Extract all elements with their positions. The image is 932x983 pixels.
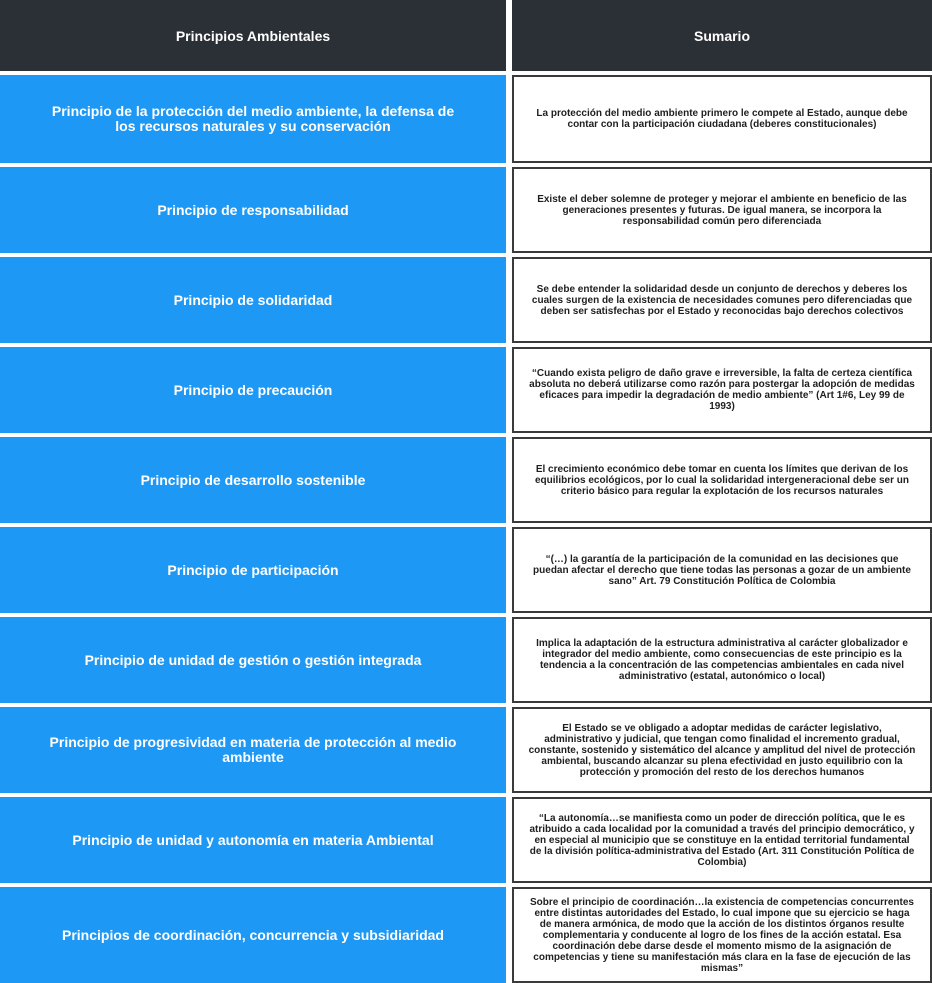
principle-cell [0, 707, 506, 793]
principle-label: Principio de progresividad en materia de protección al medio ambiente [49, 734, 457, 765]
principle-cell [0, 617, 506, 703]
summary-text: El crecimiento económico debe tomar en cuenta los límites que derivan de los equilibrios ecológicos, por lo cual la solidaridad intergeneracional debe ser un criterio básico para regular la explotación de los recursos naturales [535, 463, 909, 497]
summary-cell [512, 437, 932, 523]
principle-label: Principio de responsabilidad [157, 201, 349, 218]
summary-cell [512, 887, 932, 983]
summary-cell [512, 527, 932, 613]
summary-text: Implica la adaptación de la estructura administrativa al carácter globalizador e integrador del medio ambiente, como consecuencias de este principio es la tendencia a la concentración de las competencias ambientales en cada nivel administrativo (estatal, autonómico o local) [536, 638, 908, 682]
summary-text: “(…) la garantía de la participación de la comunidad en las decisiones que puedan afectar el derecho que tiene todas las personas a gozar de un ambiente sano” Art. 79 Constitución Política de Colombia [533, 553, 911, 587]
header-principios-label: Principios Ambientales [175, 27, 331, 44]
principle-label: Principio de participación [167, 561, 339, 578]
summary-cell [512, 617, 932, 703]
summary-cell [512, 797, 932, 883]
summary-cell [512, 167, 932, 253]
header-sumario [512, 0, 932, 71]
principle-cell [0, 797, 506, 883]
principle-cell [0, 527, 506, 613]
summary-cell [512, 257, 932, 343]
summary-cell [512, 707, 932, 793]
principle-label: Principio de precaución [173, 381, 333, 398]
principle-label: Principio de unidad de gestión o gestión integrada [84, 651, 422, 668]
summary-text: Se debe entender la solidaridad desde un conjunto de derechos y deberes los cuales surgen de la existencia de necesidades comunes pero diferenciadas que deben ser satisfechas por el Estado y reconocidas bajo derechos colectivos [531, 283, 913, 317]
summary-text: La protección del medio ambiente primero le compete al Estado, aunque debe contar con la participación ciudadana (deberes constitucionales) [536, 108, 908, 130]
summary-text: “Cuando exista peligro de daño grave e irreversible, la falta de certeza científica absoluta no deberá utilizarse como razón para postergar la adopción de medidas eficaces para impedir la degradación de medio ambiente” (Art 1#6, Ley 99 de 1993) [529, 368, 915, 412]
principle-cell [0, 347, 506, 433]
header-sumario-label: Sumario [693, 27, 750, 44]
principle-label: Principios de coordinación, concurrencia y subsidiaridad [62, 926, 444, 943]
principle-cell [0, 257, 506, 343]
principle-label: Principio de solidaridad [173, 291, 333, 308]
principle-label: Principio de desarrollo sostenible [140, 471, 366, 488]
summary-text: “La autonomía…se manifiesta como un poder de dirección política, que le es atribuido a cada localidad por la comunidad a través del principio democrático, y en especial al municipio que se constituye en la entidad territorial fundamental de la división política-administrativa del Estado (Art. 311 Constitución Política de Colombia) [529, 812, 915, 868]
header-principios [0, 0, 506, 71]
summary-text: Existe el deber solemne de proteger y mejorar el ambiente en beneficio de las generaciones presentes y futuras. De igual manera, se incorpora la responsabilidad común pero diferenciada [537, 193, 907, 227]
summary-text: El Estado se ve obligado a adoptar medidas de carácter legislativo, administrativo y judicial, que tengan como finalidad el incremento gradual, constante, sostenido y sistemático del alcance y amplitud del nivel de protección ambiental, buscando alcanzar su plena efectividad en justo equilibrio con la protección y promoción del resto de los derechos humanos [528, 722, 916, 778]
principle-cell [0, 437, 506, 523]
principle-cell [0, 167, 506, 253]
principle-cell [0, 887, 506, 983]
principle-label: Principio de unidad y autonomía en materia Ambiental [72, 831, 434, 848]
summary-cell [512, 75, 932, 163]
summary-text: Sobre el principio de coordinación…la existencia de competencias concurrentes entre distintas autoridades del Estado, lo cual impone que su ejercicio se haga de manera armónica, de modo que la acción de los distintos órganos resulte complementaria y conducente al logro de los fines de la acción estatal. Esa coordinación debe darse desde el momento mismo de la asignación de competencias y tiene su manifestación más clara en la fase de ejecución de las mismas” [529, 896, 914, 974]
principle-label: Principio de la protección del medio ambiente, la defensa de los recursos naturales y su conservación [51, 103, 455, 134]
summary-cell [512, 347, 932, 433]
principle-cell [0, 75, 506, 163]
